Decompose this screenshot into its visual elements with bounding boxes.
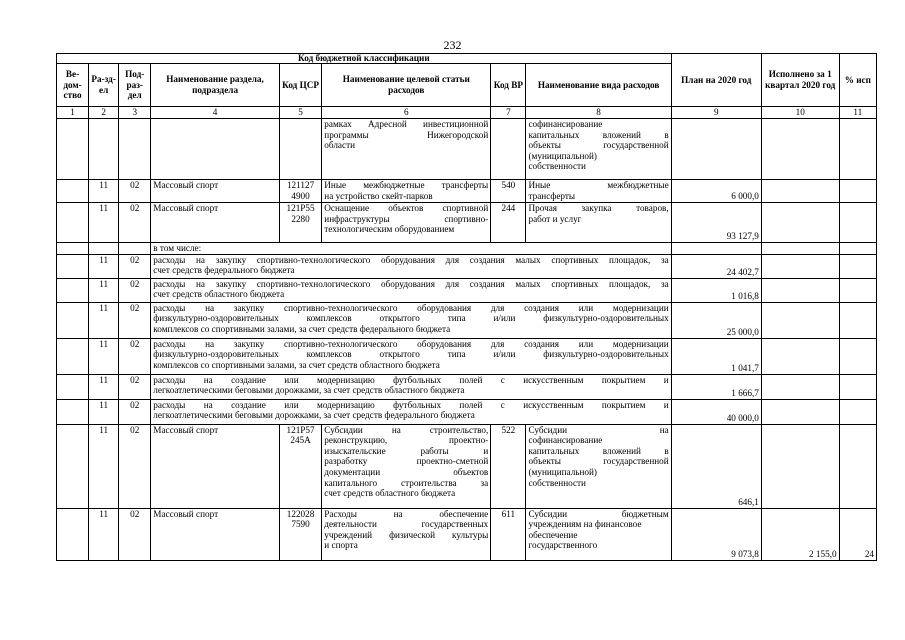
table-row	[57, 278, 877, 302]
col-num: 8	[526, 107, 671, 119]
col-num: 10	[761, 107, 839, 119]
expense-description-cell: расходы на закупку спортивно-технологического оборудования для создания или модернизации физкультурно-оздоровительных комплексов открытого типа и/или физкультурно-оздоровительных комплексов со спортивными залами, за счет средств федерального бюджета	[151, 302, 671, 338]
section-name-cell: Массовый спорт	[151, 424, 280, 508]
col-num: 5	[279, 107, 321, 119]
plan-amount-cell: 646,1	[671, 424, 761, 508]
col-num: 3	[119, 107, 151, 119]
col-num: 11	[839, 107, 876, 119]
razdel-cell: 11	[89, 278, 119, 302]
target-article-cell: рамках Адресной инвестиционной программы Нижегородской области	[322, 119, 491, 180]
col-num: 6	[322, 107, 491, 119]
plan-amount-cell: 6 000,0	[671, 180, 761, 203]
including-label: в том числе:	[151, 243, 671, 255]
razdel-cell: 11	[89, 254, 119, 278]
target-article-cell: Иные межбюджетные трансферты на устройство скейт-парков	[322, 180, 491, 203]
podrazdel-cell: 02	[119, 424, 151, 508]
podrazdel-cell: 02	[119, 278, 151, 302]
expense-type-cell: софинансирование капитальных вложений в объекты государственной (муниципальной) собственности	[526, 119, 671, 180]
budget-table	[56, 53, 877, 561]
expense-description-cell: расходы на создание или модернизацию футбольных полей с искусственным покрытием и легкоатлетическими беговыми дорожками, за счет средств областного бюджета	[151, 374, 671, 399]
col-num: 2	[89, 107, 119, 119]
expense-type-cell: Иные межбюджетные трансферты	[526, 180, 671, 203]
percent-executed-cell: 24	[839, 508, 876, 560]
razdel-cell: 11	[89, 203, 119, 243]
col-header-9: План на 2020 год	[671, 54, 761, 107]
table-row	[57, 302, 877, 338]
section-name-cell: Массовый спорт	[151, 508, 280, 560]
plan-amount-cell: 1 041,7	[671, 338, 761, 374]
vr-code-cell: 244	[491, 203, 526, 243]
plan-amount-cell: 1 666,7	[671, 374, 761, 399]
column-number-row	[57, 107, 877, 119]
table-row	[57, 508, 877, 560]
expense-description-cell: расходы на закупку спортивно-технологического оборудования для создания малых спортивных площадок, за счет средств областного бюджета	[151, 278, 671, 302]
podrazdel-cell: 02	[119, 508, 151, 560]
plan-amount-cell: 1 016,8	[671, 278, 761, 302]
expense-type-cell: Субсидии на софинансирование капитальных вложений в объекты государственной (муниципальной) собственности	[526, 424, 671, 508]
table-header	[57, 54, 877, 119]
target-article-cell: Расходы на обеспечение деятельности государственных учреждений физической культуры и спорта	[322, 508, 491, 560]
podrazdel-cell: 02	[119, 302, 151, 338]
col-header-4: Наименование раздела, подраздела	[151, 64, 280, 107]
table-row	[57, 203, 877, 243]
expense-type-cell: Прочая закупка товаров, работ и услуг	[526, 203, 671, 243]
podrazdel-cell: 02	[119, 203, 151, 243]
table-row	[57, 180, 877, 203]
plan-amount-cell: 9 073,8	[671, 508, 761, 560]
col-num: 9	[671, 107, 761, 119]
vr-code-cell: 540	[491, 180, 526, 203]
razdel-cell: 11	[89, 338, 119, 374]
col-header-11: % исп	[839, 54, 876, 107]
group-header: Код бюджетной классификации	[57, 54, 672, 64]
expense-description-cell: расходы на закупку спортивно-технологического оборудования для создания малых спортивных площадок, за счет средств федерального бюджета	[151, 254, 671, 278]
plan-amount-cell: 93 127,9	[671, 203, 761, 243]
table-row	[57, 119, 877, 180]
csr-code-cell: 121P57 245А	[279, 424, 321, 508]
podrazdel-cell: 02	[119, 180, 151, 203]
podrazdel-cell: 02	[119, 374, 151, 399]
table-row	[57, 399, 877, 424]
razdel-cell: 11	[89, 180, 119, 203]
col-header-3: Под-раз-дел	[119, 64, 151, 107]
razdel-cell: 11	[89, 399, 119, 424]
target-article-cell: Субсидии на строительство, реконструкцию, проектно- изыскательские работы и разработку проектно-сметной документации объектов капитального строительства за счет средств областного бюджета	[322, 424, 491, 508]
plan-amount-cell: 40 000,0	[671, 399, 761, 424]
col-header-8: Наименование вида расходов	[526, 64, 671, 107]
col-num: 4	[151, 107, 280, 119]
expense-description-cell: расходы на создание или модернизацию футбольных полей с искусственным покрытием и легкоатлетическими беговыми дорожками, за счет средств федерального бюджета	[151, 399, 671, 424]
page-number: 232	[443, 38, 462, 52]
podrazdel-cell: 02	[119, 338, 151, 374]
podrazdel-cell: 02	[119, 399, 151, 424]
razdel-cell: 11	[89, 302, 119, 338]
col-header-5: Код ЦСР	[279, 64, 321, 107]
col-header-6: Наименование целевой статьи расходов	[322, 64, 491, 107]
vr-code-cell: 522	[491, 424, 526, 508]
table-row	[57, 374, 877, 399]
csr-code-cell: 121127 4900	[279, 180, 321, 203]
podrazdel-cell: 02	[119, 254, 151, 278]
col-header-10: Исполнено за 1 квартал 2020 год	[761, 54, 839, 107]
section-name-cell: Массовый спорт	[151, 203, 280, 243]
razdel-cell: 11	[89, 424, 119, 508]
razdel-cell: 11	[89, 374, 119, 399]
table-row	[57, 424, 877, 508]
expense-type-cell: Субсидии бюджетным учреждениям на финансовое обеспечение государственного	[526, 508, 671, 560]
col-header-2: Ра-зд-ел	[89, 64, 119, 107]
plan-amount-cell: 24 402,7	[671, 254, 761, 278]
razdel-cell: 11	[89, 508, 119, 560]
table-row	[57, 243, 877, 255]
csr-code-cell: 122028 7590	[279, 508, 321, 560]
col-header-1: Ве-дом-ство	[57, 64, 89, 107]
table-row	[57, 338, 877, 374]
col-header-7: Код ВР	[491, 64, 526, 107]
section-name-cell: Массовый спорт	[151, 180, 280, 203]
expense-description-cell: расходы на закупку спортивно-технологического оборудования для создания или модернизации физкультурно-оздоровительных комплексов открытого типа и/или физкультурно-оздоровительных комплексов со спортивными залами, за счет средств областного бюджета	[151, 338, 671, 374]
csr-code-cell: 121P55 2280	[279, 203, 321, 243]
vr-code-cell: 611	[491, 508, 526, 560]
target-article-cell: Оснащение объектов спортивной инфраструктуры спортивно- технологическим оборудованием	[322, 203, 491, 243]
executed-amount-cell: 2 155,0	[761, 508, 839, 560]
plan-amount-cell: 25 000,0	[671, 302, 761, 338]
col-num: 7	[491, 107, 526, 119]
table-row	[57, 254, 877, 278]
col-num: 1	[57, 107, 89, 119]
